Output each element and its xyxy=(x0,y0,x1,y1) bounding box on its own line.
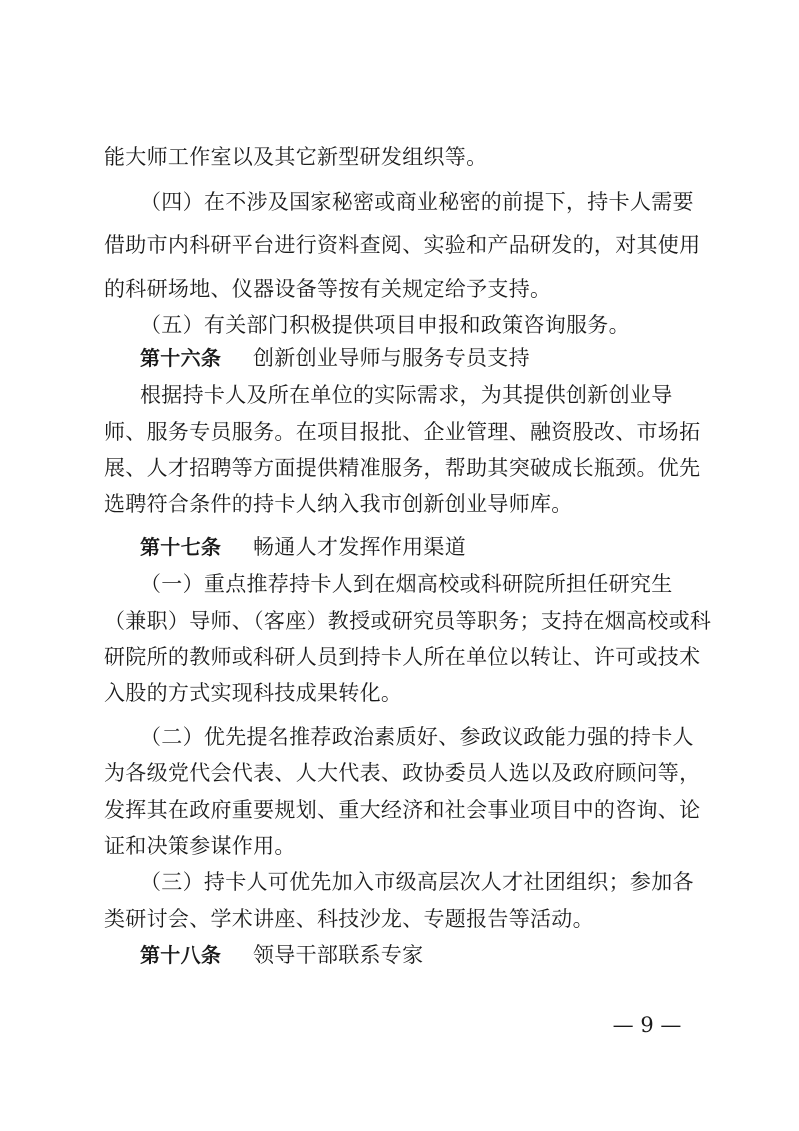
paragraph-line xyxy=(0,137,799,177)
paragraph-line xyxy=(0,448,799,488)
paragraph-line xyxy=(0,753,799,793)
line-text: 的科研场地、仪器设备等按有关规定给予支持。 xyxy=(104,277,552,301)
line-text: （兼职）导师、（客座）教授或研究员等职务；支持在烟高校或科 xyxy=(104,609,712,633)
article-number: 第十八条 xyxy=(140,943,222,967)
line-text: 展、人才招聘等方面提供精准服务，帮助其突破成长瓶颈。优先 xyxy=(104,456,701,480)
line-text: 选聘符合条件的持卡人纳入我市创新创业导师库。 xyxy=(104,492,573,516)
line-text: 能大师工作室以及其它新型研发组织等。 xyxy=(104,145,488,169)
line-text: 类研讨会、学术讲座、科技沙龙、专题报告等活动。 xyxy=(104,907,594,931)
paragraph-line xyxy=(0,899,799,939)
paragraph-line xyxy=(0,826,799,866)
article-title: 领导干部联系专家 xyxy=(253,943,424,967)
paragraph-line xyxy=(0,717,799,757)
article-heading-16 xyxy=(0,338,799,378)
line-text: 研院所的教师或科研人员到持卡人所在单位以转让、许可或技术 xyxy=(104,645,701,669)
paragraph-line xyxy=(0,601,799,641)
line-text: （一）重点推荐持卡人到在烟高校或科研院所担任研究生 xyxy=(140,572,673,596)
article-heading-18 xyxy=(0,935,799,975)
page-number: — 9 — xyxy=(612,1013,682,1037)
line-text: （三）持卡人可优先加入市级高层次人才社团组织；参加各 xyxy=(140,870,694,894)
paragraph-line xyxy=(0,412,799,452)
line-text: 借助市内科研平台进行资料查阅、实验和产品研发的，对其使用 xyxy=(104,233,701,257)
line-text: 入股的方式实现科技成果转化。 xyxy=(104,681,403,705)
paragraph-line xyxy=(0,862,799,902)
line-text: （二）优先提名推荐政治素质好、参政议政能力强的持卡人 xyxy=(140,725,694,749)
line-text: 为各级党代会代表、人大代表、政协委员人选以及政府顾问等， xyxy=(104,761,701,785)
article-heading-17 xyxy=(0,527,799,567)
line-text: （四）在不涉及国家秘密或商业秘密的前提下，持卡人需要 xyxy=(140,190,694,214)
line-text: 根据持卡人及所在单位的实际需求，为其提供创新创业导 xyxy=(140,383,673,407)
paragraph-line xyxy=(0,790,799,830)
line-text: 发挥其在政府重要规划、重大经济和社会事业项目中的咨询、论 xyxy=(104,798,701,822)
paragraph-line xyxy=(0,182,799,222)
line-text: 证和决策参谋作用。 xyxy=(104,834,296,858)
article-number: 第十七条 xyxy=(140,535,222,559)
paragraph-line xyxy=(0,225,799,265)
line-text: 师、服务专员服务。在项目报批、企业管理、融资股改、市场拓 xyxy=(104,420,701,444)
article-title: 畅通人才发挥作用渠道 xyxy=(253,535,466,559)
article-title: 创新创业导师与服务专员支持 xyxy=(253,346,530,370)
line-text: （五）有关部门积极提供项目申报和政策咨询服务。 xyxy=(140,313,630,337)
paragraph-line xyxy=(0,673,799,713)
paragraph-line xyxy=(0,375,799,415)
paragraph-line xyxy=(0,637,799,677)
paragraph-line xyxy=(0,484,799,524)
article-number: 第十六条 xyxy=(140,346,222,370)
paragraph-line xyxy=(0,564,799,604)
